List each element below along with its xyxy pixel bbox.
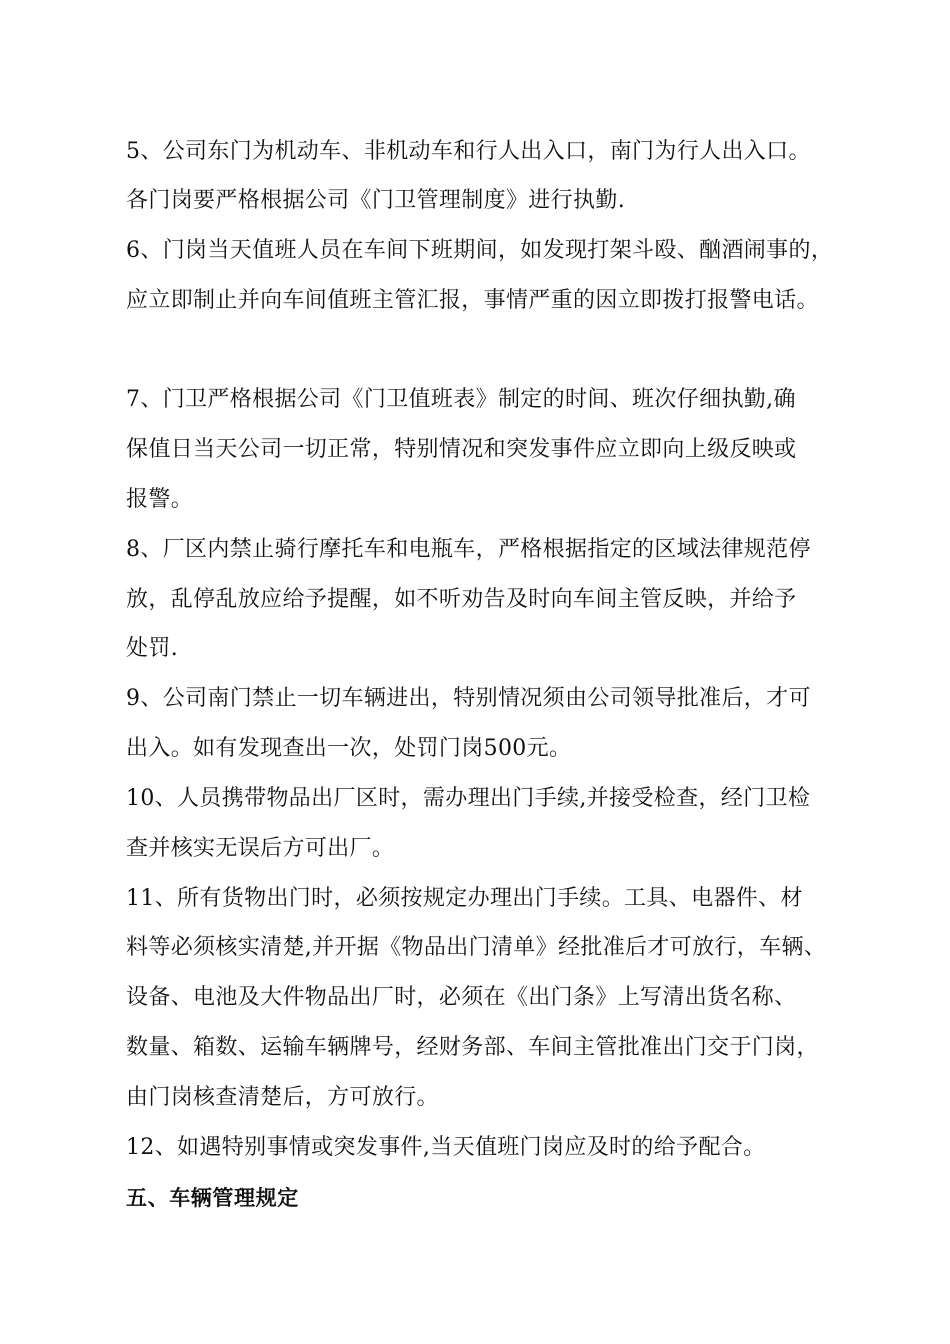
rule-6-line-1: 6、门岗当天值班人员在车间下班期间，如发现打架斗殴、酗酒闹事的， bbox=[126, 238, 834, 263]
rule-12-line-1: 12、如遇特别事情或突发事件,当天值班门岗应及时的给予配合。 bbox=[126, 1135, 766, 1160]
rule-11-line-1: 11、所有货物出门时，必须按规定办理出门手续。工具、电器件、材 bbox=[126, 886, 803, 911]
rule-7-line-3: 报警。 bbox=[126, 487, 194, 512]
rule-5-line-2: 各门岗要严格根据公司《门卫管理制度》进行执勤. bbox=[126, 188, 626, 213]
rule-8-line-1: 8、厂区内禁止骑行摩托车和电瓶车，严格根据指定的区域法律规范停 bbox=[126, 537, 811, 562]
rule-10-line-2: 查并核实无误后方可出厂。 bbox=[126, 836, 395, 861]
rule-9-line-2: 出入。如有发现查出一次，处罚门岗500元。 bbox=[126, 736, 572, 761]
rule-6-line-2: 应立即制止并向车间值班主管汇报，事情严重的因立即拨打报警电话。 bbox=[126, 288, 819, 313]
rule-10-line-1: 10、人员携带物品出厂区时，需办理出门手续,并接受检查，经门卫检 bbox=[126, 786, 811, 811]
section-heading: 五、车辆管理规定 bbox=[126, 1186, 299, 1210]
rule-8-line-3: 处罚. bbox=[126, 636, 179, 661]
rule-7-line-2: 保值日当天公司一切正常，特别情况和突发事件应立即向上级反映或 bbox=[126, 437, 797, 462]
rule-11-line-4: 数量、箱数、运输车辆牌号，经财务部、车间主管批准出门交于门岗， bbox=[126, 1035, 819, 1060]
rule-7-line-1: 7、门卫严格根据公司《门卫值班表》制定的时间、班次仔细执勤,确 bbox=[126, 387, 796, 412]
rule-5-line-1: 5、公司东门为机动车、非机动车和行人出入口，南门为行人出入口。 bbox=[126, 139, 811, 164]
rule-9-line-1: 9、公司南门禁止一切车辆进出，特别情况须由公司领导批准后，才可 bbox=[126, 686, 811, 711]
rule-11-line-3: 设备、电池及大件物品出厂时，必须在《出门条》上写清出货名称、 bbox=[126, 985, 797, 1010]
rule-8-line-2: 放，乱停乱放应给予提醒，如不听劝告及时向车间主管反映，并给予 bbox=[126, 587, 797, 612]
rule-11-line-5: 由门岗核查清楚后，方可放行。 bbox=[126, 1085, 439, 1110]
rule-11-line-2: 料等必须核实清楚,并开据《物品出门清单》经批准后才可放行，车辆、 bbox=[126, 935, 827, 960]
